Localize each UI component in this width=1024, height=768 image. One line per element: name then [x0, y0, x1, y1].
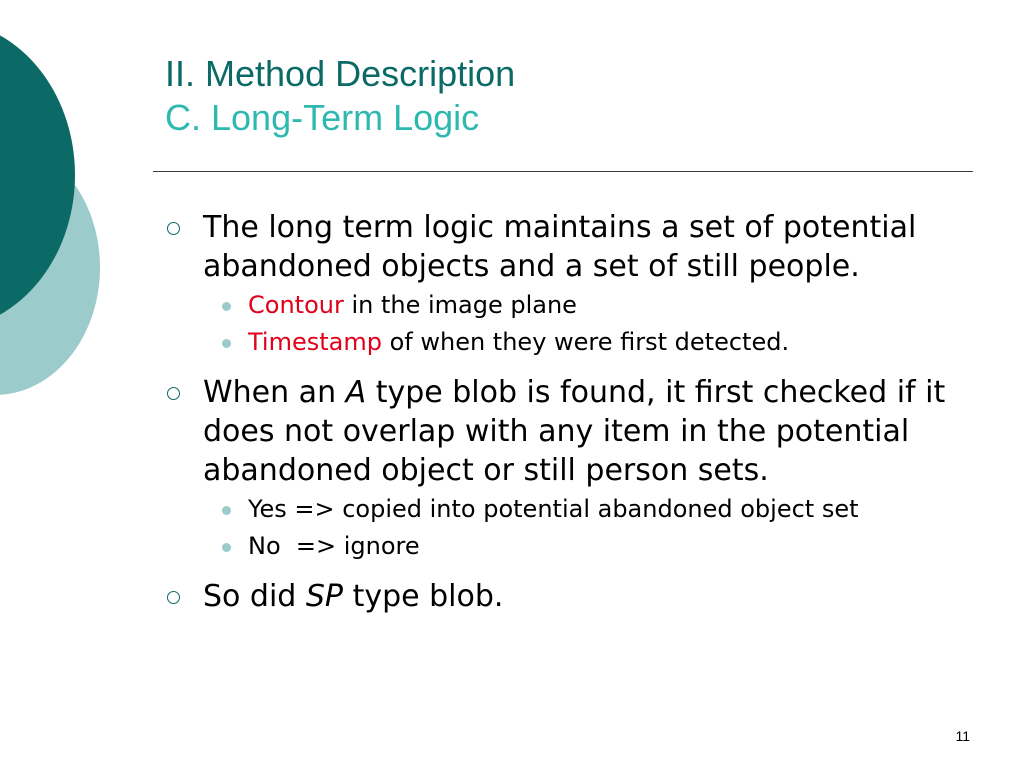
- hollow-circle-bullet-icon: [167, 591, 180, 604]
- bullet-1-sub-1-highlight: Contour: [248, 291, 344, 319]
- title-main: II. Method Description: [165, 53, 516, 94]
- bullet-2-sub-1-text: Yes => copied into potential abandoned object set: [248, 495, 859, 523]
- dot-bullet-icon: [222, 506, 231, 515]
- bullet-1-sub-1-text: in the image plane: [343, 291, 577, 319]
- bullet-3-text-italic: SP: [305, 579, 344, 614]
- bullet-3-text-post: type blob.: [343, 579, 504, 614]
- bullet-1-sub-1: [165, 289, 965, 321]
- bullet-3: [165, 577, 965, 616]
- title-divider: [153, 171, 973, 172]
- dot-bullet-icon: [222, 543, 231, 552]
- bullet-1-sub-2: [165, 326, 965, 358]
- slide-content: [165, 208, 965, 618]
- bullet-1-sub-2-text: of when they were first detected.: [381, 328, 790, 356]
- bullet-2-sub-2-text: No => ignore: [248, 532, 420, 560]
- page-number: 11: [955, 728, 970, 744]
- bullet-1-sub-2-highlight: Timestamp: [248, 328, 382, 356]
- bullet-2-text-post: type blob is found, it first checked if it does not overlap with any item in the potential abandoned object or still person sets.: [203, 375, 946, 488]
- bullet-2-sub-2: [165, 530, 965, 562]
- bullet-2-text-italic: A: [345, 375, 367, 410]
- slide-title: [165, 52, 515, 140]
- title-subtitle: C. Long-Term Logic: [165, 96, 480, 138]
- hollow-circle-bullet-icon: [167, 222, 180, 235]
- dot-bullet-icon: [222, 339, 231, 348]
- bullet-2-sub-1: [165, 493, 965, 525]
- bullet-2: [165, 373, 965, 490]
- hollow-circle-bullet-icon: [167, 387, 180, 400]
- bullet-1-text: The long term logic maintains a set of potential abandoned objects and a set of still people.: [203, 210, 917, 284]
- bullet-1: [165, 208, 965, 286]
- bullet-3-text-pre: So did: [203, 579, 306, 614]
- bullet-2-text-pre: When an: [203, 375, 346, 410]
- dot-bullet-icon: [222, 302, 231, 311]
